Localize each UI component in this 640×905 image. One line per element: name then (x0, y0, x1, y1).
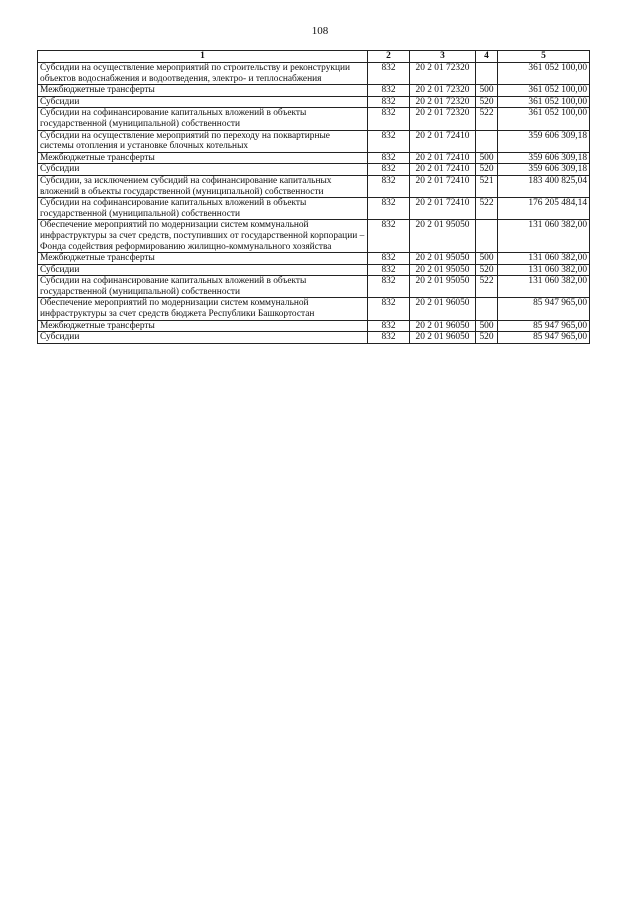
row-sum-cell: 361 052 100,00 (498, 85, 590, 97)
row-type-cell: 522 (476, 108, 498, 130)
row-sum-cell: 131 060 382,00 (498, 276, 590, 298)
row-name-cell: Межбюджетные трансферты (38, 85, 368, 97)
row-org-cell: 832 (368, 253, 410, 265)
row-code-cell: 20 2 01 72410 (410, 175, 476, 197)
row-type-cell: 520 (476, 164, 498, 176)
row-name-cell: Субсидии (38, 96, 368, 108)
row-code-cell: 20 2 01 72410 (410, 130, 476, 152)
row-sum-cell: 183 400 825,04 (498, 175, 590, 197)
row-name-cell: Субсидии на софинансирование капитальных вложений в объекты государственной (муниципальной) собственности (38, 108, 368, 130)
row-type-cell (476, 220, 498, 253)
row-sum-cell: 85 947 965,00 (498, 320, 590, 332)
row-sum-cell: 361 052 100,00 (498, 63, 590, 85)
row-code-cell: 20 2 01 72320 (410, 85, 476, 97)
table-row (38, 264, 590, 276)
table-row (38, 298, 590, 320)
table-row (38, 253, 590, 265)
row-name-cell: Субсидии (38, 332, 368, 344)
header-col-5: 5 (498, 51, 590, 63)
table-row (38, 108, 590, 130)
row-org-cell: 832 (368, 175, 410, 197)
row-code-cell: 20 2 01 72320 (410, 108, 476, 130)
row-type-cell (476, 130, 498, 152)
row-sum-cell: 359 606 309,18 (498, 130, 590, 152)
row-sum-cell: 85 947 965,00 (498, 332, 590, 344)
row-org-cell: 832 (368, 63, 410, 85)
row-org-cell: 832 (368, 276, 410, 298)
table-row (38, 175, 590, 197)
row-name-cell: Субсидии на софинансирование капитальных вложений в объекты государственной (муниципальной) собственности (38, 198, 368, 220)
row-code-cell: 20 2 01 96050 (410, 320, 476, 332)
header-col-1: 1 (38, 51, 368, 63)
row-org-cell: 832 (368, 320, 410, 332)
table-row (38, 63, 590, 85)
row-org-cell: 832 (368, 298, 410, 320)
header-row (38, 51, 590, 63)
row-code-cell: 20 2 01 96050 (410, 332, 476, 344)
row-sum-cell: 131 060 382,00 (498, 220, 590, 253)
row-type-cell: 500 (476, 152, 498, 164)
row-code-cell: 20 2 01 95050 (410, 220, 476, 253)
row-code-cell: 20 2 01 96050 (410, 298, 476, 320)
table-row (38, 276, 590, 298)
row-name-cell: Обеспечение мероприятий по модернизации систем коммунальной инфраструктуры за счет средств бюджета Республики Башкортостан (38, 298, 368, 320)
row-sum-cell: 359 606 309,18 (498, 164, 590, 176)
row-type-cell: 520 (476, 96, 498, 108)
row-type-cell: 500 (476, 85, 498, 97)
row-type-cell: 500 (476, 253, 498, 265)
row-org-cell: 832 (368, 85, 410, 97)
row-code-cell: 20 2 01 72410 (410, 164, 476, 176)
row-sum-cell: 131 060 382,00 (498, 253, 590, 265)
row-code-cell: 20 2 01 72320 (410, 63, 476, 85)
row-name-cell: Обеспечение мероприятий по модернизации систем коммунальной инфраструктуры за счет средств, поступивших от государственной корпорации – Фонда содействия реформированию жилищно-коммунального хозяйства (38, 220, 368, 253)
row-sum-cell: 131 060 382,00 (498, 264, 590, 276)
row-name-cell: Субсидии (38, 164, 368, 176)
row-org-cell: 832 (368, 198, 410, 220)
table-row (38, 164, 590, 176)
row-name-cell: Субсидии (38, 264, 368, 276)
page-number: 108 (311, 25, 329, 37)
row-name-cell: Субсидии на осуществление мероприятий по строительству и реконструкции объектов водоснабжения и водоотведения, электро- и теплоснабжения (38, 63, 368, 85)
row-sum-cell: 359 606 309,18 (498, 152, 590, 164)
row-type-cell: 522 (476, 198, 498, 220)
row-org-cell: 832 (368, 152, 410, 164)
row-type-cell: 520 (476, 332, 498, 344)
row-type-cell (476, 63, 498, 85)
row-code-cell: 20 2 01 72320 (410, 96, 476, 108)
table-row (38, 96, 590, 108)
table-row (38, 220, 590, 253)
table-row (38, 198, 590, 220)
row-name-cell: Межбюджетные трансферты (38, 253, 368, 265)
row-code-cell: 20 2 01 95050 (410, 253, 476, 265)
budget-table (37, 50, 590, 344)
header-col-4: 4 (476, 51, 498, 63)
row-org-cell: 832 (368, 164, 410, 176)
header-col-2: 2 (368, 51, 410, 63)
table-header (38, 51, 590, 63)
row-name-cell: Субсидии на осуществление мероприятий по переходу на поквартирные системы отопления и установке блочных котельных (38, 130, 368, 152)
row-sum-cell: 361 052 100,00 (498, 96, 590, 108)
row-type-cell (476, 298, 498, 320)
header-col-3: 3 (410, 51, 476, 63)
row-code-cell: 20 2 01 95050 (410, 276, 476, 298)
row-type-cell: 521 (476, 175, 498, 197)
row-org-cell: 832 (368, 332, 410, 344)
row-name-cell: Межбюджетные трансферты (38, 152, 368, 164)
row-name-cell: Межбюджетные трансферты (38, 320, 368, 332)
row-code-cell: 20 2 01 72410 (410, 152, 476, 164)
row-org-cell: 832 (368, 220, 410, 253)
row-name-cell: Субсидии на софинансирование капитальных вложений в объекты государственной (муниципальной) собственности (38, 276, 368, 298)
table-body (38, 63, 590, 344)
table-row (38, 130, 590, 152)
row-sum-cell: 176 205 484,14 (498, 198, 590, 220)
table-row (38, 152, 590, 164)
row-code-cell: 20 2 01 95050 (410, 264, 476, 276)
row-sum-cell: 361 052 100,00 (498, 108, 590, 130)
row-sum-cell: 85 947 965,00 (498, 298, 590, 320)
row-code-cell: 20 2 01 72410 (410, 198, 476, 220)
row-org-cell: 832 (368, 264, 410, 276)
row-org-cell: 832 (368, 130, 410, 152)
row-name-cell: Субсидии, за исключением субсидий на софинансирование капитальных вложений в объекты государственной (муниципальной) собственности (38, 175, 368, 197)
table-row (38, 85, 590, 97)
table-row (38, 332, 590, 344)
table-row (38, 320, 590, 332)
row-org-cell: 832 (368, 108, 410, 130)
row-type-cell: 520 (476, 264, 498, 276)
row-org-cell: 832 (368, 96, 410, 108)
row-type-cell: 500 (476, 320, 498, 332)
row-type-cell: 522 (476, 276, 498, 298)
